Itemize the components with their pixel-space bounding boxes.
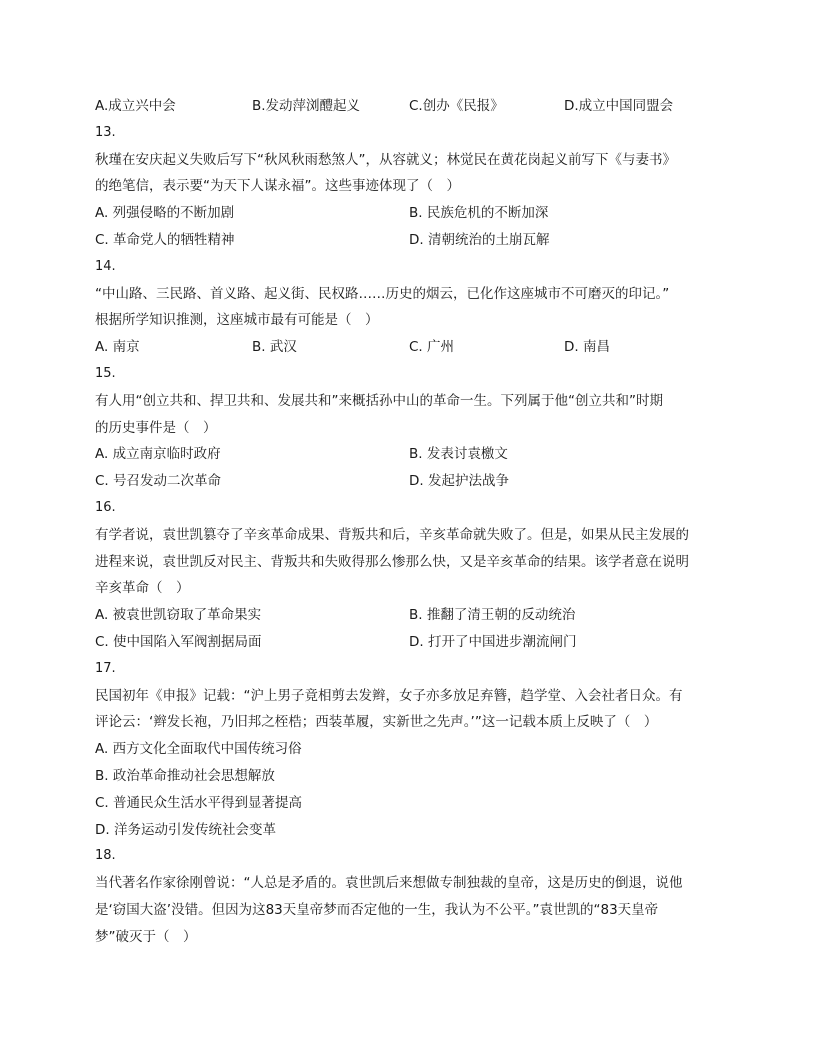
q14-option-a: A. 南京 <box>95 339 140 356</box>
q15-option-a: A. 成立南京临时政府 <box>95 446 221 463</box>
q12-options <box>95 93 725 120</box>
q18-stem-line: 梦”破灭于（ ） <box>95 928 197 945</box>
q16-stem-line: 辛亥革命（ ） <box>95 580 190 597</box>
q16-options-row <box>95 602 725 629</box>
q18-number: 18. <box>95 848 116 864</box>
q15-stem-line: 的历史事件是（ ） <box>95 419 217 436</box>
q13-options-row <box>95 227 725 254</box>
q15-option-d: D. 发起护法战争 <box>409 473 509 490</box>
q14-option-d: D. 南昌 <box>564 339 610 356</box>
q17-option-d: D. 洋务运动引发传统社会变革 <box>95 821 276 838</box>
q16-number: 16. <box>95 499 116 515</box>
q17-option-a: A. 西方文化全面取代中国传统习俗 <box>95 741 302 758</box>
q16-stem-line: 进程来说，袁世凯反对民主、背叛共和失败得那么惨那么快，又是辛亥革命的结果。该学者意在说明 <box>95 553 689 570</box>
q17-stem-line: 评论云：‘辫发长袍，乃旧邦之桎梏；西装革履，实新世之先声。’”这一记载本质上反映了（ ） <box>95 714 658 731</box>
q16-options-row <box>95 629 725 656</box>
q12-option-c: C.创办《民报》 <box>409 98 504 114</box>
q16-option-c: C. 使中国陷入军阀割据局面 <box>95 633 262 650</box>
q12-option-d: D.成立中国同盟会 <box>564 98 674 114</box>
q15-stem-line: 有人用“创立共和、捍卫共和、发展共和”来概括孙中山的革命一生。下列属于他“创立共和”时期 <box>95 392 663 409</box>
q18-stem-line: 是‘窃国大盗’没错。但因为这83天皇帝梦而否定他的一生，我认为不公平。”袁世凯的“83天皇帝 <box>95 901 659 918</box>
q14-number: 14. <box>95 258 116 274</box>
q15-option-b: B. 发表讨袁檄文 <box>409 446 508 463</box>
q13-stem-line: 的绝笔信，表示要“为天下人谋永福”。这些事迹体现了（ ） <box>95 178 460 195</box>
q13-option-c: C. 革命党人的牺牲精神 <box>95 231 235 248</box>
q13-option-b: B. 民族危机的不断加深 <box>409 205 549 222</box>
q17-option-c: C. 普通民众生活水平得到显著提高 <box>95 794 303 811</box>
q18-stem-line: 当代著名作家徐刚曾说：“人总是矛盾的。袁世凯后来想做专制独裁的皇帝，这是历史的倒退，说他 <box>95 875 683 892</box>
q13-options-row <box>95 200 725 227</box>
q13-option-d: D. 清朝统治的土崩瓦解 <box>409 231 550 248</box>
q14-option-b: B. 武汉 <box>252 339 297 356</box>
q12-option-a: A.成立兴中会 <box>95 98 176 114</box>
q14-stem-line: 根据所学知识推测，这座城市最有可能是（ ） <box>95 312 379 329</box>
q16-stem-line: 有学者说，袁世凯篡夺了辛亥革命成果、背叛共和后，辛亥革命就失败了。但是，如果从民主发展的 <box>95 526 689 543</box>
q13-option-a: A. 列强侵略的不断加剧 <box>95 205 235 222</box>
q14-options <box>95 334 725 361</box>
q15-option-c: C. 号召发动二次革命 <box>95 473 222 490</box>
q16-option-b: B. 推翻了清王朝的反动统治 <box>409 607 576 624</box>
q17-option-b: B. 政治革命推动社会思想解放 <box>95 767 275 784</box>
q14-stem-line: “中山路、三民路、首义路、起义街、民权路……历史的烟云，已化作这座城市不可磨灭的印记。” <box>95 285 670 302</box>
q16-option-d: D. 打开了中国进步潮流闸门 <box>409 633 577 650</box>
q15-options-row <box>95 468 725 495</box>
q16-option-a: A. 被袁世凯窃取了革命果实 <box>95 607 262 624</box>
q15-number: 15. <box>95 365 116 381</box>
q12-option-b: B.发动萍浏醴起义 <box>252 98 361 114</box>
q14-option-c: C. 广州 <box>409 339 455 356</box>
q13-stem-line: 秋瑾在安庆起义失败后写下“秋风秋雨愁煞人”，从容就义；林觉民在黄花岗起义前写下《与妻书》 <box>95 151 676 168</box>
exam-page <box>95 93 725 951</box>
q17-number: 17. <box>95 660 116 676</box>
q13-number: 13. <box>95 124 116 140</box>
q15-options-row <box>95 441 725 468</box>
q17-stem-line: 民国初年《申报》记载：“沪上男子竟相剪去发辫，女子亦多放足弃簪，趋学堂、入会社者日众。有 <box>95 687 683 704</box>
